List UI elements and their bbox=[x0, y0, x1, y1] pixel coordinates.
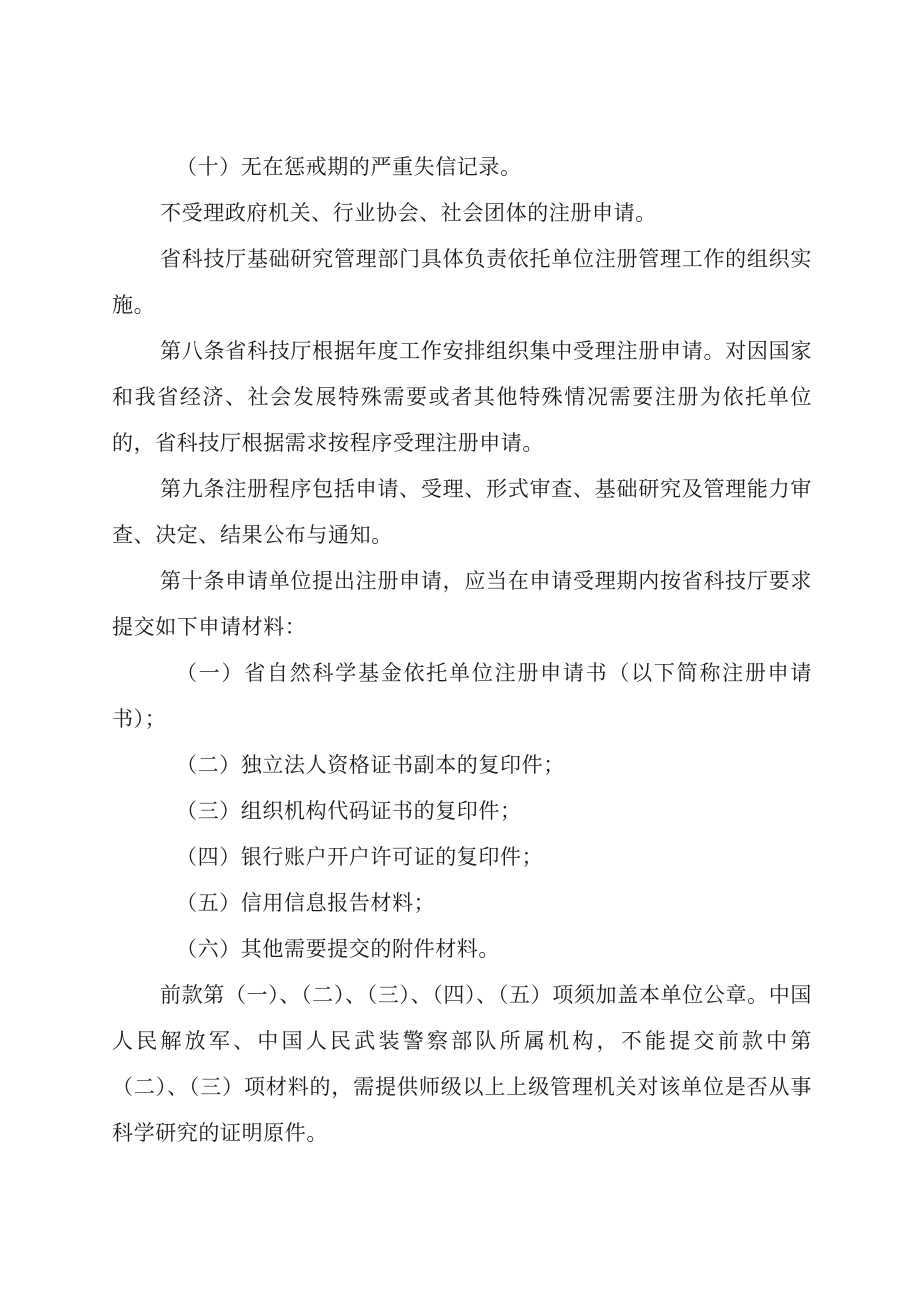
paragraph-item-10: （十）无在惩戒期的严重失信记录。 bbox=[176, 155, 522, 179]
paragraph-exclusion: 不受理政府机关、行业协会、社会团体的注册申请。 bbox=[160, 201, 657, 225]
paragraph-article-10: 第十条申请单位提出注册申请，应当在申请受理期内按省科技厅要求提交如下申请材料： bbox=[112, 569, 812, 639]
list-item-6: （六）其他需要提交的附件材料。 bbox=[176, 937, 500, 961]
paragraph-article-8: 第八条省科技厅根据年度工作安排组织集中受理注册申请。对因国家和我省经济、社会发展特殊需要或者其他特殊情况需要注册为依托单位的，省科技厅根据需求按程序受理注册申请。 bbox=[112, 339, 812, 455]
list-item-2: （二）独立法人资格证书副本的复印件； bbox=[176, 753, 565, 777]
paragraph-responsibility: 省科技厅基础研究管理部门具体负责依托单位注册管理工作的组织实施。 bbox=[112, 247, 812, 317]
document-body bbox=[112, 144, 812, 1156]
paragraph-article-9: 第九条注册程序包括申请、受理、形式审查、基础研究及管理能力审查、决定、结果公布与通知。 bbox=[112, 477, 812, 547]
list-item-5: （五）信用信息报告材料； bbox=[176, 891, 436, 915]
paragraph-seal-requirement: 前款第（一）、（二）、（三）、（四）、（五）项须加盖本单位公章。中国人民解放军、中国人民武装警察部队所属机构，不能提交前款中第（二）、（三）项材料的，需提供师级以上上级管理机关对该单位是否从事科学研究的证明原件。 bbox=[112, 983, 812, 1145]
list-item-1: （一）省自然科学基金依托单位注册申请书（以下简称注册申请书）； bbox=[112, 661, 812, 731]
list-item-3: （三）组织机构代码证书的复印件； bbox=[176, 799, 522, 823]
list-item-4: （四）银行账户开户许可证的复印件； bbox=[176, 845, 544, 869]
